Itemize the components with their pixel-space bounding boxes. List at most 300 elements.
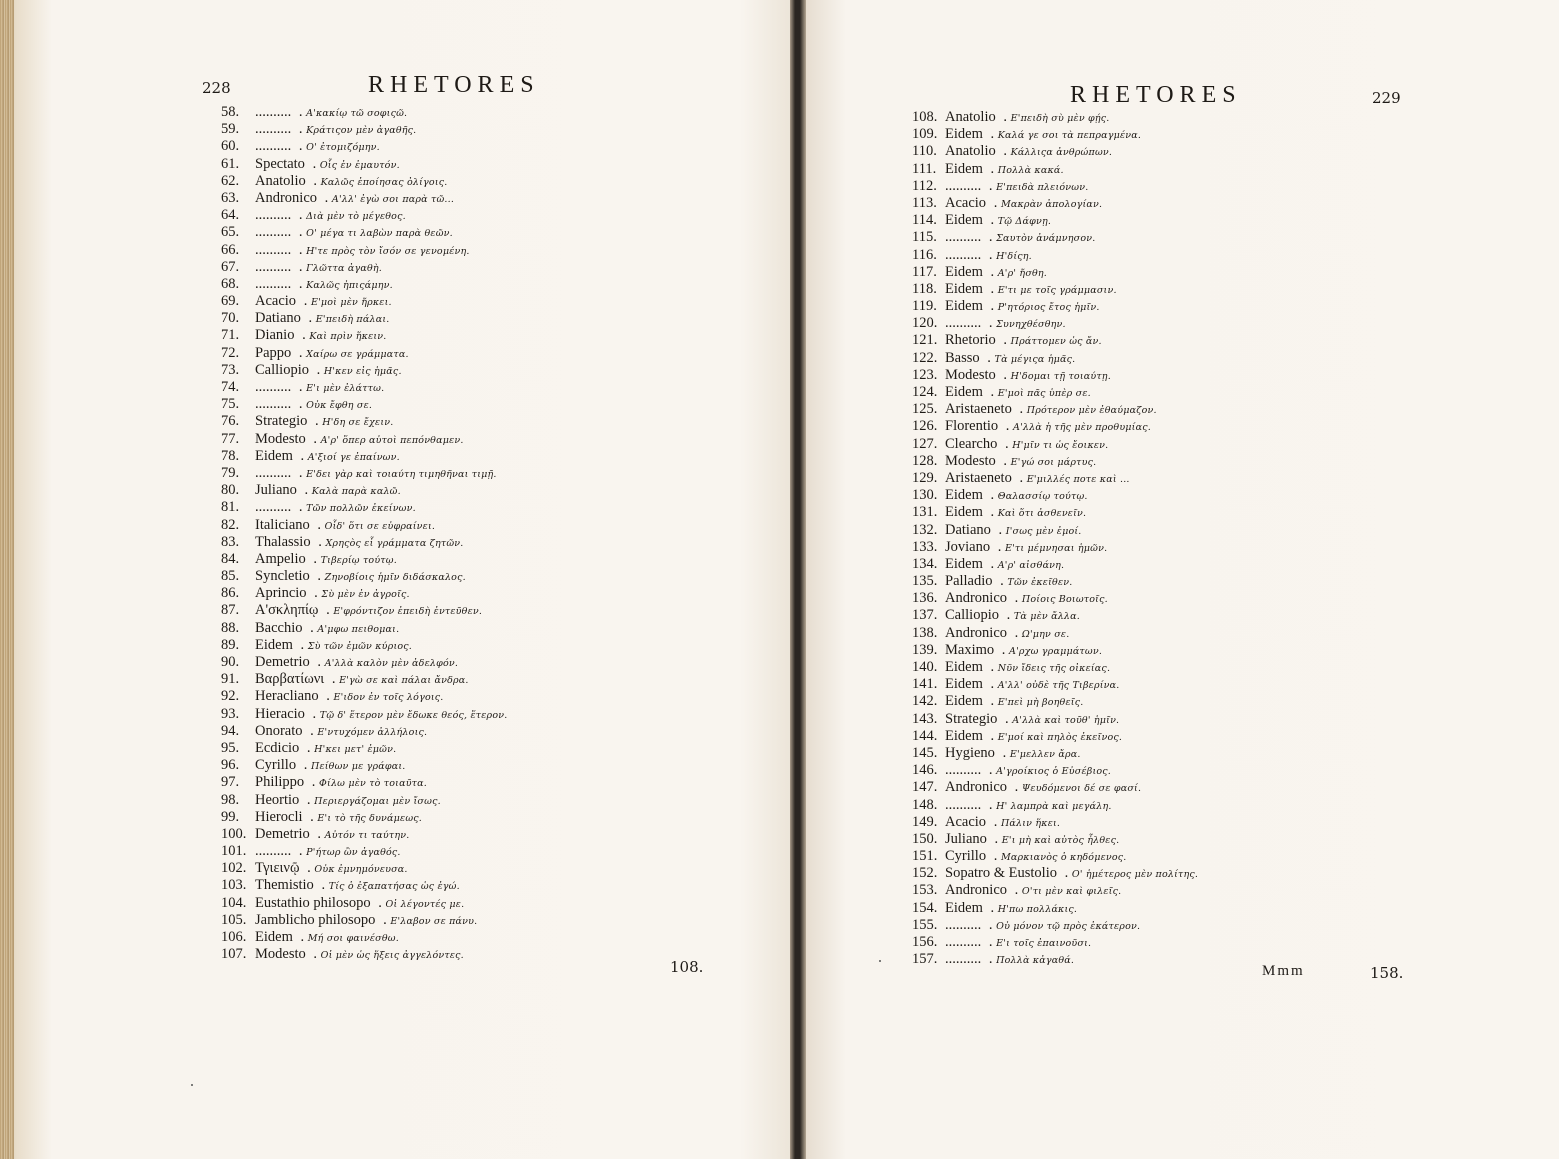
letter-entry <box>912 831 1198 848</box>
recipient-name: Jamblicho philosopo <box>255 911 376 928</box>
recipient-name: .......... <box>255 275 292 292</box>
letter-entry <box>221 929 507 946</box>
letter-number: 97. <box>221 774 240 791</box>
incipit-text: Οὐ μόνον τῷ πρὸς ἑκάτερον. <box>996 920 1141 932</box>
incipit-text: Περιεργάζομαι μὲν ἴσως. <box>314 795 441 807</box>
separator: . <box>306 808 318 825</box>
recipient-name: Modesto <box>945 452 996 469</box>
separator: . <box>300 482 312 499</box>
letter-number: 133. <box>912 538 938 555</box>
letter-entry <box>912 453 1198 470</box>
letter-number: 141. <box>912 676 938 693</box>
incipit-text: Ε'τι με τοῖς γράμμασιν. <box>997 284 1117 296</box>
letter-entry <box>912 676 1198 693</box>
incipit-text: Ψευδόμενοι δέ σε φασί. <box>1021 783 1142 795</box>
letter-entry <box>912 607 1198 624</box>
incipit-text: Οἶδ' ὅτι σε εὐφραίνει. <box>324 520 436 532</box>
separator: . <box>999 109 1011 125</box>
letter-entry <box>221 379 507 396</box>
incipit-text: Ε'τι μέμνησαι ἡμῶν. <box>1004 542 1108 554</box>
incipit-text: Τίς ὁ ἐξαπατήσας ὡς ἐγώ. <box>328 881 460 893</box>
incipit-text: Α'λλ' ἐγὼ σοι παρὰ τῶ... <box>331 193 455 205</box>
letter-number: 67. <box>221 258 240 275</box>
separator: . <box>990 848 1001 865</box>
letter-number: 64. <box>221 207 240 224</box>
letter-number: 59. <box>221 121 240 138</box>
letter-entry <box>221 310 507 327</box>
letter-number: 108. <box>912 109 938 125</box>
letter-entry <box>221 740 507 757</box>
separator: . <box>1015 469 1027 486</box>
incipit-text: Ε'πειδὰ πλειόνων. <box>996 181 1089 193</box>
letter-number: 117. <box>912 263 937 280</box>
letter-entry <box>221 173 507 190</box>
letter-number: 96. <box>221 757 240 774</box>
incipit-text: Ο' μέγα τι λαβὼν παρὰ θεῶν. <box>306 228 453 240</box>
separator: . <box>994 538 1005 555</box>
separator: . <box>985 934 997 950</box>
recipient-name: Acacio <box>945 194 987 211</box>
incipit-text: Ε'γὼ σε καὶ πάλαι ἄνδρα. <box>339 675 469 687</box>
letter-entry <box>221 585 507 602</box>
letter-entry <box>912 882 1198 899</box>
recipient-name: Cyrillo <box>945 848 987 865</box>
letter-entry <box>221 654 507 671</box>
recipient-name: Eidem <box>945 693 983 710</box>
separator: . <box>990 813 1001 830</box>
recipient-name: Anatolio <box>945 143 996 160</box>
recipient-name: Juliano <box>255 482 297 499</box>
recipient-name: Florentio <box>945 418 999 435</box>
letter-number: 144. <box>912 727 938 744</box>
separator: . <box>308 705 320 722</box>
letter-number: 151. <box>912 848 938 865</box>
incipit-text: Ε'πειδὴ σὺ μὲν φῄς. <box>1010 113 1110 124</box>
letter-number: 102. <box>221 860 247 877</box>
letter-number: 137. <box>912 607 938 624</box>
letter-number: 135. <box>912 573 938 590</box>
incipit-text: Γλῶττα ἀγαθὴ. <box>306 262 382 274</box>
recipient-name: Τγιεινῷ <box>255 860 300 877</box>
separator: . <box>1002 418 1014 435</box>
letter-number: 127. <box>912 435 938 452</box>
letter-entry <box>912 384 1198 401</box>
incipit-text: Α'λλὰ καλὸν μὲν ἀδελφόν. <box>324 658 459 669</box>
letter-number: 72. <box>221 344 240 361</box>
letter-number: 65. <box>221 224 240 241</box>
incipit-text: Η'μῖν τι ὡς ἔοικεν. <box>1012 439 1109 451</box>
letter-entry <box>221 671 507 688</box>
recipient-name: Joviano <box>945 538 991 555</box>
recipient-name: .......... <box>945 246 982 263</box>
incipit-text: Ω'μην σε. <box>1021 628 1070 640</box>
incipit-text: Πάλιν ἥκει. <box>1000 817 1061 829</box>
separator: . <box>295 843 307 860</box>
letter-entry <box>221 620 507 637</box>
separator: . <box>985 315 997 332</box>
recipient-name: Modesto <box>255 430 306 447</box>
recipient-name: Eidem <box>945 659 983 675</box>
letter-entry <box>912 539 1198 556</box>
recipient-name: Basso <box>945 349 980 366</box>
recipient-name: Andronico <box>255 189 318 206</box>
separator: . <box>985 951 997 968</box>
letter-entry <box>912 367 1198 384</box>
separator: . <box>295 207 307 224</box>
separator: . <box>309 172 321 189</box>
separator: . <box>295 241 307 258</box>
incipit-text: Ε'ι μὲν ἐλάττω. <box>306 383 385 394</box>
letter-entry <box>221 637 507 654</box>
incipit-text: Ε'πειδὴ πάλαι. <box>315 314 390 326</box>
recipient-name: .......... <box>255 396 292 413</box>
letter-number: 145. <box>912 744 938 761</box>
recipient-name: .......... <box>255 499 292 516</box>
incipit-text: Οἱ λέγοντές με. <box>385 898 465 910</box>
letter-number: 120. <box>912 315 938 332</box>
letter-number: 98. <box>221 791 240 808</box>
letter-number: 79. <box>221 464 240 481</box>
letter-number: 80. <box>221 482 240 499</box>
recipient-name: Clearcho <box>945 435 998 452</box>
right-page <box>806 0 1559 1159</box>
letter-number: 90. <box>221 654 240 670</box>
letter-number: 139. <box>912 641 938 658</box>
separator: . <box>986 212 998 229</box>
recipient-name: Acacio <box>255 293 297 310</box>
incipit-text: Κράτιςον μὲν ἀγαθῆς. <box>306 125 417 137</box>
incipit-text: Οὐκ ἐμνημόνευσα. <box>314 864 408 876</box>
incipit-text: Πολλὰ κακά. <box>997 164 1064 176</box>
recipient-name: Α'σκληπίῳ <box>255 602 319 619</box>
separator: . <box>313 568 325 585</box>
incipit-text: Τὰ μὲν ἄλλα. <box>1013 611 1080 623</box>
recipient-name: Eidem <box>255 929 293 945</box>
incipit-text: Ε'μοὶ πᾶς ὑπὲρ σε. <box>997 388 1091 399</box>
letter-entry <box>912 951 1198 968</box>
separator: . <box>986 298 998 315</box>
letter-entry <box>912 281 1198 298</box>
incipit-text: Ε'μοί καὶ πηλὸς ἐκεῖνος. <box>997 731 1123 743</box>
recipient-name: Juliano <box>945 830 987 847</box>
letter-entry <box>221 413 507 430</box>
recipient-name: Cyrillo <box>255 757 297 774</box>
letter-entry <box>221 224 507 241</box>
separator: . <box>310 585 322 602</box>
incipit-text: Χρηςὸς εἶ γράμματα ζητῶν. <box>325 537 464 549</box>
letter-entry <box>912 504 1198 521</box>
letter-number: 126. <box>912 418 938 435</box>
recipient-name: .......... <box>255 464 292 481</box>
recipient-name: Aristaeneto <box>945 401 1012 418</box>
letter-number: 93. <box>221 705 240 722</box>
letter-number: 149. <box>912 813 938 830</box>
incipit-text: Καλῶς ἐποίησας ὀλίγοις. <box>320 176 448 188</box>
separator: . <box>985 796 997 813</box>
letter-entry <box>221 362 507 379</box>
incipit-text: Καλῶς ἠπιςάμην. <box>306 279 393 291</box>
letter-number: 143. <box>912 710 938 727</box>
separator: . <box>986 555 998 572</box>
letter-entry <box>221 431 507 448</box>
separator: . <box>374 894 386 911</box>
letter-number: 91. <box>221 671 240 688</box>
letter-entry <box>912 814 1198 831</box>
incipit-text: Ο' ἡμέτερος μὲν πολίτης. <box>1071 869 1199 881</box>
recipient-name: Aprincio <box>255 585 307 602</box>
letter-entry <box>912 848 1198 865</box>
separator: . <box>994 521 1006 538</box>
letter-number: 147. <box>912 779 938 796</box>
letter-entry <box>912 625 1198 642</box>
separator: . <box>1002 607 1014 624</box>
recipient-name: Eidem <box>945 504 983 521</box>
separator: . <box>1015 401 1027 418</box>
letter-index-list <box>912 109 1198 968</box>
incipit-text: Μαρκιανὸς ὁ κηδόμενος. <box>1000 852 1127 864</box>
letter-number: 83. <box>221 533 240 550</box>
incipit-text: Χαίρω σε γράμματα. <box>306 348 409 360</box>
incipit-text: Ε'ντυχόμεν ἀλλήλοις. <box>317 726 428 738</box>
letter-number: 132. <box>912 521 938 538</box>
separator: . <box>308 774 320 791</box>
letter-number: 105. <box>221 911 247 928</box>
letter-entry <box>221 895 507 912</box>
letter-entry <box>221 826 507 843</box>
recipient-name: Rhetorio <box>945 332 996 349</box>
incipit-text: Ε'μοὶ μὲν ἤρκει. <box>310 297 392 309</box>
incipit-text: Α'κακίῳ τῶ σοφιςῶ. <box>306 108 408 119</box>
signature-mark: Mmm <box>1262 963 1305 979</box>
letter-entry <box>912 315 1198 332</box>
letter-number: 104. <box>221 894 247 911</box>
separator: . <box>985 762 997 779</box>
recipient-name: Eidem <box>945 298 983 315</box>
incipit-text: Πείθων με γράφαι. <box>310 761 406 773</box>
letter-entry <box>221 568 507 585</box>
page-number: 229 <box>1372 89 1401 107</box>
separator: . <box>986 659 998 675</box>
recipient-name: Italiciano <box>255 516 310 533</box>
incipit-text: Πρότερον μὲν ἐθαύμαζον. <box>1026 405 1157 417</box>
incipit-text: Οἱ μὲν ὡς ἥξεις ἀγγελόντες. <box>320 950 464 962</box>
letter-number: 107. <box>221 946 247 963</box>
separator: . <box>1011 624 1022 641</box>
incipit-text: Τῷ δ' ἕτερον μὲν ἔδωκε θεός, ἕτερον. <box>319 709 508 721</box>
letter-number: 129. <box>912 469 938 486</box>
recipient-name: Hierocli <box>255 808 303 825</box>
letter-number: 134. <box>912 555 938 572</box>
incipit-text: Μή σοι φαινέσθω. <box>307 933 399 944</box>
recipient-name: Strategio <box>945 710 998 727</box>
incipit-text: Συνηχθέσθην. <box>996 319 1066 331</box>
letter-number: 140. <box>912 659 938 675</box>
recipient-name: Datiano <box>945 521 991 538</box>
separator: . <box>296 447 308 464</box>
separator: . <box>379 911 391 928</box>
recipient-name: Demetrio <box>255 825 310 842</box>
page-number: 228 <box>202 79 231 97</box>
incipit-text: Η'τε πρὸς τὸν ἴσόν σε γενομένη. <box>306 245 470 257</box>
letter-number: 71. <box>221 327 240 344</box>
letter-entry <box>221 138 507 155</box>
incipit-text: Καὶ ὅτι ἀσθενεῖν. <box>997 508 1087 520</box>
incipit-text: Ζηνοβίοις ἡμῖν διδάσκαλος. <box>324 572 466 584</box>
recipient-name: Eidem <box>255 447 293 464</box>
separator: . <box>295 396 307 413</box>
incipit-text: Α'λλὰ ἡ τῆς μὲν προθυμίας. <box>1013 422 1151 434</box>
letter-entry <box>221 860 507 877</box>
recipient-name: Eustathio philosopo <box>255 894 371 911</box>
separator: . <box>309 946 321 963</box>
letter-entry <box>912 418 1198 435</box>
letter-number: 125. <box>912 401 938 418</box>
recipient-name: .......... <box>945 796 982 813</box>
letter-entry <box>221 345 507 362</box>
letter-number: 112. <box>912 177 937 194</box>
letter-number: 63. <box>221 189 240 206</box>
recipient-name: Βαρβατίωνι <box>255 671 325 688</box>
incipit-text: Α'ρ' ἤσθη. <box>997 267 1048 279</box>
recipient-name: Heracliano <box>255 688 319 705</box>
letter-entry <box>221 482 507 499</box>
book-gutter <box>790 0 806 1159</box>
letter-entry <box>221 843 507 860</box>
letter-entry <box>221 551 507 568</box>
incipit-text: Ε'φρόντιζον ἐπειδὴ ἐντεῦθεν. <box>333 606 483 618</box>
incipit-text: Διὰ μὲν τὸ μέγεθος. <box>306 211 406 223</box>
letter-entry <box>912 556 1198 573</box>
letter-number: 142. <box>912 693 938 710</box>
letter-number: 99. <box>221 808 240 825</box>
separator: . <box>312 361 324 378</box>
letter-entry <box>912 298 1198 315</box>
incipit-text: Κάλλιςα ἀνθρώπων. <box>1010 147 1113 159</box>
recipient-name: Andronico <box>945 590 1008 607</box>
letter-entry <box>912 779 1198 796</box>
letter-number: 136. <box>912 590 938 607</box>
recipient-name: Eidem <box>945 384 983 400</box>
separator: . <box>985 246 997 263</box>
incipit-text: Ε'λαβον σε πάνυ. <box>390 915 478 927</box>
recipient-name: Pappo <box>255 344 292 361</box>
incipit-text: Ε'ι τὸ τῆς δυνάμεως. <box>317 812 423 824</box>
recipient-name: .......... <box>945 916 982 933</box>
letter-number: 66. <box>221 241 240 258</box>
letter-entry <box>912 126 1198 143</box>
incipit-text: Καλά γε σοι τὰ πεπραγμένα. <box>997 130 1142 142</box>
letter-number: 124. <box>912 384 938 400</box>
letter-entry <box>912 401 1198 418</box>
recipient-name: Sopatro & Eustolio <box>945 865 1057 882</box>
recipient-name: Dianio <box>255 327 295 344</box>
incipit-text: Η'δομαι τῇ τοιαύτῃ. <box>1010 370 1111 382</box>
letter-entry <box>221 757 507 774</box>
letter-number: 106. <box>221 929 247 945</box>
recipient-name: .......... <box>255 121 292 138</box>
recipient-name: Heortio <box>255 791 300 808</box>
recipient-name: Maximo <box>945 641 995 658</box>
letter-number: 77. <box>221 430 240 447</box>
separator: . <box>313 516 325 533</box>
letter-entry <box>912 195 1198 212</box>
recipient-name: Thalassio <box>255 533 311 550</box>
incipit-text: Η'δίςη. <box>996 250 1032 262</box>
separator: . <box>986 727 998 744</box>
letter-entry <box>912 143 1198 160</box>
separator: . <box>990 830 1002 847</box>
incipit-text: Ε'ι μὴ καὶ αὐτὸς ἦλθες. <box>1001 834 1120 846</box>
separator: . <box>303 739 315 756</box>
separator: . <box>300 293 311 310</box>
letter-number: 116. <box>912 246 937 263</box>
letter-entry <box>221 688 507 705</box>
letter-entry <box>912 711 1198 728</box>
incipit-text: Α'λλὰ καὶ τοῦθ' ἡμῖν. <box>1012 714 1120 726</box>
separator: . <box>1011 590 1022 607</box>
separator: . <box>983 349 995 366</box>
incipit-text: Ι'σως μὲν ἐμοί. <box>1005 525 1082 537</box>
letter-entry <box>221 242 507 259</box>
incipit-text: Η'δη σε ἔχειν. <box>322 417 394 429</box>
separator: . <box>308 155 320 172</box>
incipit-text: Θαλασσίῳ τούτῳ. <box>997 491 1088 503</box>
separator: . <box>309 430 321 447</box>
separator: . <box>986 693 998 710</box>
letter-entry <box>221 792 507 809</box>
catchword: 158. <box>1370 964 1404 982</box>
recipient-name: Eidem <box>255 636 293 653</box>
recipient-name: Eidem <box>945 676 983 693</box>
separator: . <box>295 104 307 120</box>
letter-number: 131. <box>912 504 938 521</box>
letter-entry <box>221 121 507 138</box>
letter-entry <box>221 946 507 963</box>
letter-entry <box>221 706 507 723</box>
separator: . <box>986 384 998 400</box>
letter-entry <box>912 590 1198 607</box>
letter-number: 94. <box>221 722 240 739</box>
letter-number: 68. <box>221 275 240 292</box>
separator: . <box>309 550 321 567</box>
recipient-name: .......... <box>255 258 292 275</box>
letter-entry <box>912 917 1198 934</box>
separator: . <box>1001 710 1013 727</box>
letter-number: 154. <box>912 899 938 916</box>
letter-number: 60. <box>221 138 240 155</box>
recipient-name: Modesto <box>255 946 306 963</box>
separator: . <box>313 654 325 670</box>
letter-number: 157. <box>912 951 938 968</box>
letter-entry <box>221 809 507 826</box>
separator: . <box>986 899 998 916</box>
incipit-text: Ε'δει γὰρ καὶ τοιαύτη τιμηθῆναι τιμῇ. <box>306 468 497 480</box>
recipient-name: Calliopio <box>945 607 999 624</box>
letter-number: 109. <box>912 126 938 143</box>
letter-number: 130. <box>912 487 938 504</box>
letter-number: 92. <box>221 688 240 705</box>
separator: . <box>306 722 318 739</box>
letter-entry <box>221 774 507 791</box>
recipient-name: Strategio <box>255 413 308 430</box>
letter-number: 121. <box>912 332 938 349</box>
letter-number: 84. <box>221 550 240 567</box>
letter-number: 153. <box>912 882 938 899</box>
letter-number: 82. <box>221 516 240 533</box>
recipient-name: Eidem <box>945 487 983 504</box>
incipit-text: Α'γροίκιος ὁ Εὐσέβιος. <box>996 766 1112 778</box>
separator: . <box>1011 882 1022 899</box>
